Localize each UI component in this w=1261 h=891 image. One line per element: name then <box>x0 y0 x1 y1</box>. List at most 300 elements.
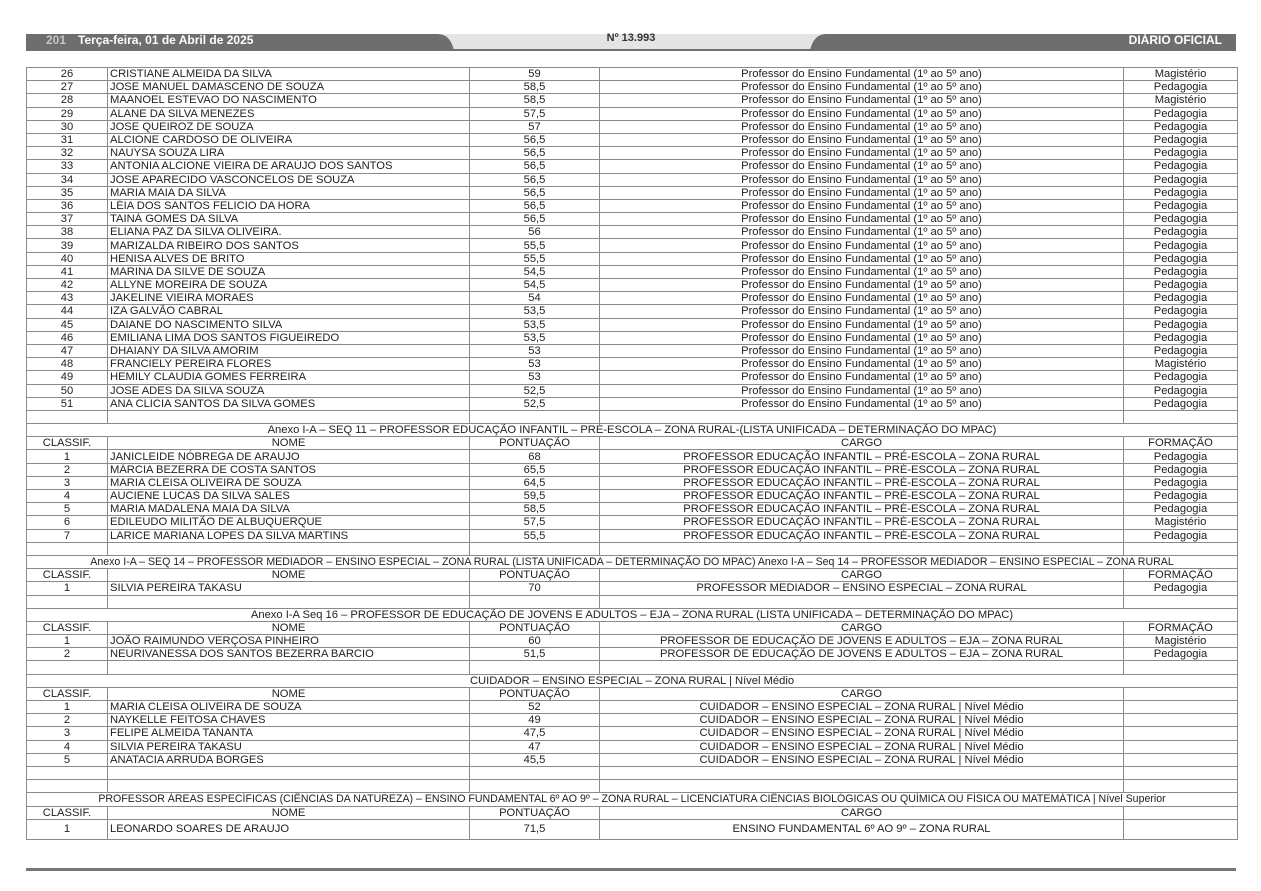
empty-cell <box>1124 595 1238 608</box>
classif-cell: 48 <box>27 358 108 371</box>
position-cell: Professor do Ensino Fundamental (1º ao 5º ano) <box>600 199 1124 212</box>
classif-cell: 47 <box>27 344 108 357</box>
blank-row <box>27 410 1238 423</box>
blank-row <box>27 766 1238 779</box>
empty-cell <box>1124 542 1238 555</box>
section-title-row <box>27 424 1238 437</box>
table-row <box>27 292 1238 305</box>
position-cell: CUIDADOR – ENSINO ESPECIAL – ZONA RURAL | Nível Médio <box>600 740 1124 753</box>
position-cell: Professor do Ensino Fundamental (1º ao 5º ano) <box>600 252 1124 265</box>
name-cell: NAUYSA SOUZA LIRA <box>108 147 470 160</box>
empty-cell <box>108 595 470 608</box>
table-row <box>27 186 1238 199</box>
degree-cell: Pedagogia <box>1124 529 1238 542</box>
table-row <box>27 384 1238 397</box>
table-row <box>27 318 1238 331</box>
classif-cell: 1 <box>27 635 108 648</box>
table-row <box>27 160 1238 173</box>
degree-cell: Pedagogia <box>1124 265 1238 278</box>
position-cell: Professor do Ensino Fundamental (1º ao 5º ano) <box>600 186 1124 199</box>
score-cell: 68 <box>470 450 600 463</box>
position-cell: Professor do Ensino Fundamental (1º ao 5º ano) <box>600 384 1124 397</box>
score-cell: 57 <box>470 120 600 133</box>
header-name-cell: NOME <box>108 621 470 634</box>
position-cell: PROFESSOR EDUCAÇÃO INFANTIL – PRÉ-ESCOLA – ZONA RURAL <box>600 476 1124 489</box>
position-cell: Professor do Ensino Fundamental (1º ao 5º ano) <box>600 160 1124 173</box>
position-cell: PROFESSOR EDUCAÇÃO INFANTIL – PRÉ-ESCOLA – ZONA RURAL <box>600 450 1124 463</box>
section-title: PROFESSOR ÁREAS ESPECÍFICAS (CIÊNCIAS DA NATUREZA) – ENSINO FUNDAMENTAL 6º AO 9º – ZONA RURAL – LICENCIATURA CIÊNCIAS BIOLÓGICAS OU QUÍMICA OU FÍSICA OU MATEMÁTICA | Nível Superior <box>27 793 1238 806</box>
name-cell: ALANE DA SILVA MENEZES <box>108 107 470 120</box>
table-row <box>27 107 1238 120</box>
table-row <box>27 68 1238 81</box>
header-score-cell: PONTUAÇÃO <box>470 437 600 450</box>
table-row <box>27 819 1238 839</box>
empty-cell <box>600 542 1124 555</box>
column-header-row <box>27 621 1238 634</box>
name-cell: FRANCIELY PEREIRA FLORES <box>108 358 470 371</box>
header-position-cell: CARGO <box>600 621 1124 634</box>
table-row <box>27 252 1238 265</box>
classif-cell: 28 <box>27 94 108 107</box>
table-row <box>27 94 1238 107</box>
table-row <box>27 226 1238 239</box>
empty-cell <box>27 595 108 608</box>
table-row <box>27 727 1238 740</box>
score-cell: 59,5 <box>470 490 600 503</box>
score-cell: 56,5 <box>470 173 600 186</box>
name-cell: MARINA DA SILVE DE SOUZA <box>108 265 470 278</box>
empty-cell <box>470 661 600 674</box>
degree-cell: Pedagogia <box>1124 384 1238 397</box>
header-score-cell: PONTUAÇÃO <box>470 569 600 582</box>
degree-cell: Pedagogia <box>1124 476 1238 489</box>
header-name-cell: NOME <box>108 687 470 700</box>
score-cell: 56,5 <box>470 147 600 160</box>
blank-row <box>27 595 1238 608</box>
column-header-row <box>27 569 1238 582</box>
table-row <box>27 463 1238 476</box>
publication-name: DIÁRIO OFICIAL <box>1128 33 1222 47</box>
table-row <box>27 635 1238 648</box>
name-cell: MAANOEL ESTEVAO DO NASCIMENTO <box>108 94 470 107</box>
name-cell: JOSE MANUEL DAMASCENO DE SOUZA <box>108 81 470 94</box>
header-score-cell: PONTUAÇÃO <box>470 806 600 819</box>
classif-cell: 4 <box>27 740 108 753</box>
classif-cell: 2 <box>27 463 108 476</box>
score-cell: 52 <box>470 701 600 714</box>
classif-cell: 33 <box>27 160 108 173</box>
page-header <box>26 30 1236 51</box>
empty-cell <box>470 410 600 423</box>
header-degree-cell <box>1124 687 1238 700</box>
classif-cell: 26 <box>27 68 108 81</box>
score-cell: 53 <box>470 371 600 384</box>
classif-cell: 27 <box>27 81 108 94</box>
score-cell: 65,5 <box>470 463 600 476</box>
bottom-rule <box>26 868 1236 871</box>
classification-table <box>26 67 1238 840</box>
table-row <box>27 239 1238 252</box>
classif-cell: 46 <box>27 331 108 344</box>
degree-cell: Pedagogia <box>1124 239 1238 252</box>
table-row <box>27 740 1238 753</box>
score-cell: 70 <box>470 582 600 595</box>
table-row <box>27 265 1238 278</box>
score-cell: 58,5 <box>470 503 600 516</box>
empty-cell <box>470 766 600 779</box>
degree-cell <box>1124 714 1238 727</box>
classif-cell: 37 <box>27 213 108 226</box>
header-name-cell: NOME <box>108 437 470 450</box>
score-cell: 54,5 <box>470 279 600 292</box>
name-cell: LEONARDO SOARES DE ARAUJO <box>108 819 470 839</box>
degree-cell: Pedagogia <box>1124 160 1238 173</box>
score-cell: 64,5 <box>470 476 600 489</box>
empty-cell <box>1124 410 1238 423</box>
empty-cell <box>108 661 470 674</box>
blank-row <box>27 542 1238 555</box>
empty-cell <box>470 595 600 608</box>
empty-cell <box>27 410 108 423</box>
classif-cell: 41 <box>27 265 108 278</box>
degree-cell: Pedagogia <box>1124 279 1238 292</box>
name-cell: ALCIONE CARDOSO DE OLIVEIRA <box>108 133 470 146</box>
score-cell: 53,5 <box>470 318 600 331</box>
classif-cell: 7 <box>27 529 108 542</box>
classif-cell: 51 <box>27 397 108 410</box>
score-cell: 57,5 <box>470 107 600 120</box>
header-position-cell: CARGO <box>600 806 1124 819</box>
score-cell: 56,5 <box>470 186 600 199</box>
name-cell: JAKELINE VIEIRA MORAES <box>108 292 470 305</box>
degree-cell: Pedagogia <box>1124 133 1238 146</box>
degree-cell: Magistério <box>1124 358 1238 371</box>
classif-cell: 34 <box>27 173 108 186</box>
degree-cell: Pedagogia <box>1124 318 1238 331</box>
table-row <box>27 476 1238 489</box>
name-cell: DHAIANY DA SILVA AMORIM <box>108 344 470 357</box>
position-cell: Professor do Ensino Fundamental (1º ao 5º ano) <box>600 371 1124 384</box>
column-header-row <box>27 437 1238 450</box>
score-cell: 59 <box>470 68 600 81</box>
score-cell: 55,5 <box>470 252 600 265</box>
score-cell: 53 <box>470 358 600 371</box>
classif-cell: 6 <box>27 516 108 529</box>
position-cell: PROFESSOR DE EDUCAÇÃO DE JOVENS E ADULTOS – EJA – ZONA RURAL <box>600 635 1124 648</box>
table-row <box>27 199 1238 212</box>
score-cell: 49 <box>470 714 600 727</box>
score-cell: 51,5 <box>470 648 600 661</box>
section-title: Anexo I-A Seq 16 – PROFESSOR DE EDUCAÇÃO DE JOVENS E ADULTOS – EJA – ZONA RURAL (LISTA UNIFICADA – DETERMINAÇÃO DO MPAC) <box>27 608 1238 621</box>
name-cell: MARIZALDA RIBEIRO DOS SANTOS <box>108 239 470 252</box>
column-header-row <box>27 687 1238 700</box>
empty-cell <box>108 780 470 793</box>
classif-cell: 3 <box>27 476 108 489</box>
empty-cell <box>600 595 1124 608</box>
degree-cell: Pedagogia <box>1124 331 1238 344</box>
table-row <box>27 213 1238 226</box>
degree-cell: Pedagogia <box>1124 107 1238 120</box>
classif-cell: 1 <box>27 819 108 839</box>
position-cell: PROFESSOR EDUCAÇÃO INFANTIL – PRÉ-ESCOLA – ZONA RURAL <box>600 463 1124 476</box>
classif-cell: 44 <box>27 305 108 318</box>
table-row <box>27 582 1238 595</box>
score-cell: 56,5 <box>470 213 600 226</box>
classif-cell: 2 <box>27 714 108 727</box>
score-cell: 53 <box>470 344 600 357</box>
name-cell: EDILEUDO MILITÃO DE ALBUQUERQUE <box>108 516 470 529</box>
section-title-row <box>27 608 1238 621</box>
table-row <box>27 648 1238 661</box>
score-cell: 56 <box>470 226 600 239</box>
name-cell: MARIA MAIA DA SILVA <box>108 186 470 199</box>
degree-cell <box>1124 819 1238 839</box>
classif-cell: 35 <box>27 186 108 199</box>
position-cell: Professor do Ensino Fundamental (1º ao 5º ano) <box>600 147 1124 160</box>
table-row <box>27 331 1238 344</box>
section-title-row <box>27 793 1238 806</box>
score-cell: 45,5 <box>470 753 600 766</box>
degree-cell <box>1124 740 1238 753</box>
empty-cell <box>600 661 1124 674</box>
name-cell: LÉIA DOS SANTOS FELICIO DA HORA <box>108 199 470 212</box>
name-cell: MARIA MADALENA MAIA DA SILVA <box>108 503 470 516</box>
table-row <box>27 701 1238 714</box>
position-cell: Professor do Ensino Fundamental (1º ao 5º ano) <box>600 331 1124 344</box>
empty-cell <box>600 410 1124 423</box>
score-cell: 47 <box>470 740 600 753</box>
header-name-cell: NOME <box>108 806 470 819</box>
column-header-row <box>27 806 1238 819</box>
score-cell: 60 <box>470 635 600 648</box>
degree-cell: Pedagogia <box>1124 252 1238 265</box>
degree-cell: Pedagogia <box>1124 292 1238 305</box>
empty-cell <box>600 766 1124 779</box>
name-cell: JOSE APARECIDO VASCONCELOS DE SOUZA <box>108 173 470 186</box>
empty-cell <box>1124 780 1238 793</box>
position-cell: Professor do Ensino Fundamental (1º ao 5º ano) <box>600 344 1124 357</box>
score-cell: 58,5 <box>470 94 600 107</box>
name-cell: ANA CLICIA SANTOS DA SILVA GOMES <box>108 397 470 410</box>
position-cell: Professor do Ensino Fundamental (1º ao 5º ano) <box>600 133 1124 146</box>
table-row <box>27 279 1238 292</box>
classif-cell: 40 <box>27 252 108 265</box>
degree-cell: Pedagogia <box>1124 463 1238 476</box>
name-cell: FELIPE ALMEIDA TANANTA <box>108 727 470 740</box>
position-cell: Professor do Ensino Fundamental (1º ao 5º ano) <box>600 358 1124 371</box>
score-cell: 52,5 <box>470 397 600 410</box>
degree-cell: Magistério <box>1124 635 1238 648</box>
edition-number: Nº 13.993 <box>606 32 656 44</box>
score-cell: 56,5 <box>470 133 600 146</box>
degree-cell: Pedagogia <box>1124 305 1238 318</box>
table-row <box>27 450 1238 463</box>
classif-cell: 39 <box>27 239 108 252</box>
classif-cell: 50 <box>27 384 108 397</box>
header-classif-cell: CLASSIF. <box>27 437 108 450</box>
degree-cell: Pedagogia <box>1124 397 1238 410</box>
position-cell: PROFESSOR EDUCAÇÃO INFANTIL – PRÉ-ESCOLA – ZONA RURAL <box>600 503 1124 516</box>
empty-cell <box>470 542 600 555</box>
classif-cell: 45 <box>27 318 108 331</box>
degree-cell: Magistério <box>1124 94 1238 107</box>
header-degree-cell: FORMAÇÃO <box>1124 621 1238 634</box>
table-row <box>27 503 1238 516</box>
header-classif-cell: CLASSIF. <box>27 569 108 582</box>
name-cell: JOSE QUEIROZ DE SOUZA <box>108 120 470 133</box>
header-classif-cell: CLASSIF. <box>27 806 108 819</box>
degree-cell: Pedagogia <box>1124 648 1238 661</box>
degree-cell: Pedagogia <box>1124 226 1238 239</box>
classif-cell: 1 <box>27 582 108 595</box>
section-title-row <box>27 674 1238 687</box>
degree-cell: Pedagogia <box>1124 450 1238 463</box>
score-cell: 55,5 <box>470 529 600 542</box>
name-cell: HEMILY CLAUDIA GOMES FERREIRA <box>108 371 470 384</box>
header-score-cell: PONTUAÇÃO <box>470 621 600 634</box>
position-cell: PROFESSOR DE EDUCAÇÃO DE JOVENS E ADULTOS – EJA – ZONA RURAL <box>600 648 1124 661</box>
table-row <box>27 133 1238 146</box>
empty-cell <box>600 780 1124 793</box>
table-row <box>27 516 1238 529</box>
classif-cell: 30 <box>27 120 108 133</box>
classif-cell: 36 <box>27 199 108 212</box>
classif-cell: 29 <box>27 107 108 120</box>
header-score-cell: PONTUAÇÃO <box>470 687 600 700</box>
empty-cell <box>27 542 108 555</box>
position-cell: CUIDADOR – ENSINO ESPECIAL – ZONA RURAL | Nível Médio <box>600 753 1124 766</box>
name-cell: ANATACIA ARRUDA BORGES <box>108 753 470 766</box>
position-cell: Professor do Ensino Fundamental (1º ao 5º ano) <box>600 81 1124 94</box>
position-cell: Professor do Ensino Fundamental (1º ao 5º ano) <box>600 94 1124 107</box>
position-cell: Professor do Ensino Fundamental (1º ao 5º ano) <box>600 120 1124 133</box>
table-row <box>27 305 1238 318</box>
name-cell: TAINÁ GOMES DA SILVA <box>108 213 470 226</box>
name-cell: EMILIANA LIMA DOS SANTOS FIGUEIREDO <box>108 331 470 344</box>
empty-cell <box>1124 661 1238 674</box>
name-cell: HENISA ALVES DE BRITO <box>108 252 470 265</box>
position-cell: ENSINO FUNDAMENTAL 6º AO 9º – ZONA RURAL <box>600 819 1124 839</box>
score-cell: 57,5 <box>470 516 600 529</box>
name-cell: NAYKELLE FEITOSA CHAVES <box>108 714 470 727</box>
blank-row <box>27 661 1238 674</box>
name-cell: NEURIVANESSA DOS SANTOS BEZERRA BARCIO <box>108 648 470 661</box>
page-number: 201 <box>46 33 67 47</box>
degree-cell <box>1124 753 1238 766</box>
score-cell: 53,5 <box>470 331 600 344</box>
name-cell: JOÃO RAIMUNDO VERÇOSA PINHEIRO <box>108 635 470 648</box>
name-cell: JANICLEIDE NÓBREGA DE ARAUJO <box>108 450 470 463</box>
empty-cell <box>27 766 108 779</box>
score-cell: 56,5 <box>470 199 600 212</box>
score-cell: 56,5 <box>470 160 600 173</box>
position-cell: Professor do Ensino Fundamental (1º ao 5º ano) <box>600 226 1124 239</box>
classif-cell: 1 <box>27 701 108 714</box>
table-row <box>27 397 1238 410</box>
classif-cell: 49 <box>27 371 108 384</box>
position-cell: Professor do Ensino Fundamental (1º ao 5º ano) <box>600 107 1124 120</box>
header-classif-cell: CLASSIF. <box>27 621 108 634</box>
section-title-row <box>27 555 1238 568</box>
degree-cell: Pedagogia <box>1124 186 1238 199</box>
classif-cell: 31 <box>27 133 108 146</box>
position-cell: PROFESSOR EDUCAÇÃO INFANTIL – PRÉ-ESCOLA – ZONA RURAL <box>600 490 1124 503</box>
position-cell: PROFESSOR EDUCAÇÃO INFANTIL – PRÉ-ESCOLA – ZONA RURAL <box>600 529 1124 542</box>
position-cell: Professor do Ensino Fundamental (1º ao 5º ano) <box>600 68 1124 81</box>
degree-cell: Pedagogia <box>1124 371 1238 384</box>
header-degree-cell: FORMAÇÃO <box>1124 437 1238 450</box>
score-cell: 55,5 <box>470 239 600 252</box>
classif-cell: 32 <box>27 147 108 160</box>
header-position-cell: CARGO <box>600 687 1124 700</box>
name-cell: SILVIA PEREIRA TAKASU <box>108 740 470 753</box>
classif-cell: 5 <box>27 753 108 766</box>
header-degree-cell <box>1124 806 1238 819</box>
name-cell: MÁRCIA BEZERRA DE COSTA SANTOS <box>108 463 470 476</box>
header-degree-cell: FORMAÇÃO <box>1124 569 1238 582</box>
position-cell: Professor do Ensino Fundamental (1º ao 5º ano) <box>600 305 1124 318</box>
degree-cell: Pedagogia <box>1124 582 1238 595</box>
score-cell: 71,5 <box>470 819 600 839</box>
empty-cell <box>27 780 108 793</box>
score-cell: 53,5 <box>470 305 600 318</box>
table-row <box>27 358 1238 371</box>
degree-cell: Pedagogia <box>1124 120 1238 133</box>
empty-cell <box>108 542 470 555</box>
name-cell: CRISTIANE ALMEIDA DA SILVA <box>108 68 470 81</box>
classif-cell: 1 <box>27 450 108 463</box>
position-cell: CUIDADOR – ENSINO ESPECIAL – ZONA RURAL | Nível Médio <box>600 701 1124 714</box>
table-row <box>27 371 1238 384</box>
table-row <box>27 490 1238 503</box>
name-cell: ALLYNE MOREIRA DE SOUZA <box>108 279 470 292</box>
blank-row <box>27 780 1238 793</box>
classif-cell: 4 <box>27 490 108 503</box>
name-cell: AUCIENE LUCAS DA SILVA SALES <box>108 490 470 503</box>
header-classif-cell: CLASSIF. <box>27 687 108 700</box>
degree-cell: Pedagogia <box>1124 490 1238 503</box>
table-row <box>27 173 1238 186</box>
score-cell: 54,5 <box>470 265 600 278</box>
header-position-cell: CARGO <box>600 569 1124 582</box>
name-cell: LARICE MARIANA LOPES DA SILVA MARTINS <box>108 529 470 542</box>
position-cell: CUIDADOR – ENSINO ESPECIAL – ZONA RURAL | Nível Médio <box>600 714 1124 727</box>
table-row <box>27 753 1238 766</box>
position-cell: Professor do Ensino Fundamental (1º ao 5º ano) <box>600 173 1124 186</box>
table-row <box>27 81 1238 94</box>
position-cell: Professor do Ensino Fundamental (1º ao 5º ano) <box>600 239 1124 252</box>
degree-cell: Magistério <box>1124 516 1238 529</box>
empty-cell <box>1124 766 1238 779</box>
degree-cell: Pedagogia <box>1124 81 1238 94</box>
header-position-cell: CARGO <box>600 437 1124 450</box>
publication-date: Terça-feira, 01 de Abril de 2025 <box>78 33 254 47</box>
score-cell: 54 <box>470 292 600 305</box>
position-cell: CUIDADOR – ENSINO ESPECIAL – ZONA RURAL | Nível Médio <box>600 727 1124 740</box>
name-cell: SILVIA PEREIRA TAKASU <box>108 582 470 595</box>
empty-cell <box>108 410 470 423</box>
position-cell: Professor do Ensino Fundamental (1º ao 5º ano) <box>600 213 1124 226</box>
table-row <box>27 147 1238 160</box>
position-cell: Professor do Ensino Fundamental (1º ao 5º ano) <box>600 265 1124 278</box>
name-cell: IZA GALVÃO CABRAL <box>108 305 470 318</box>
header-name-cell: NOME <box>108 569 470 582</box>
name-cell: MARIA CLEISA OLIVEIRA DE SOUZA <box>108 701 470 714</box>
degree-cell: Pedagogia <box>1124 173 1238 186</box>
section-title: Anexo I-A – SEQ 14 – PROFESSOR MEDIADOR – ENSINO ESPECIAL – ZONA RURAL (LISTA UNIFICADA – DETERMINAÇÃO DO MPAC) Anexo I-A – Seq 14 – PROFESSOR MEDIADOR – ENSINO ESPECIAL – ZONA RURAL <box>27 555 1238 568</box>
position-cell: PROFESSOR EDUCAÇÃO INFANTIL – PRÉ-ESCOLA – ZONA RURAL <box>600 516 1124 529</box>
table-row <box>27 714 1238 727</box>
